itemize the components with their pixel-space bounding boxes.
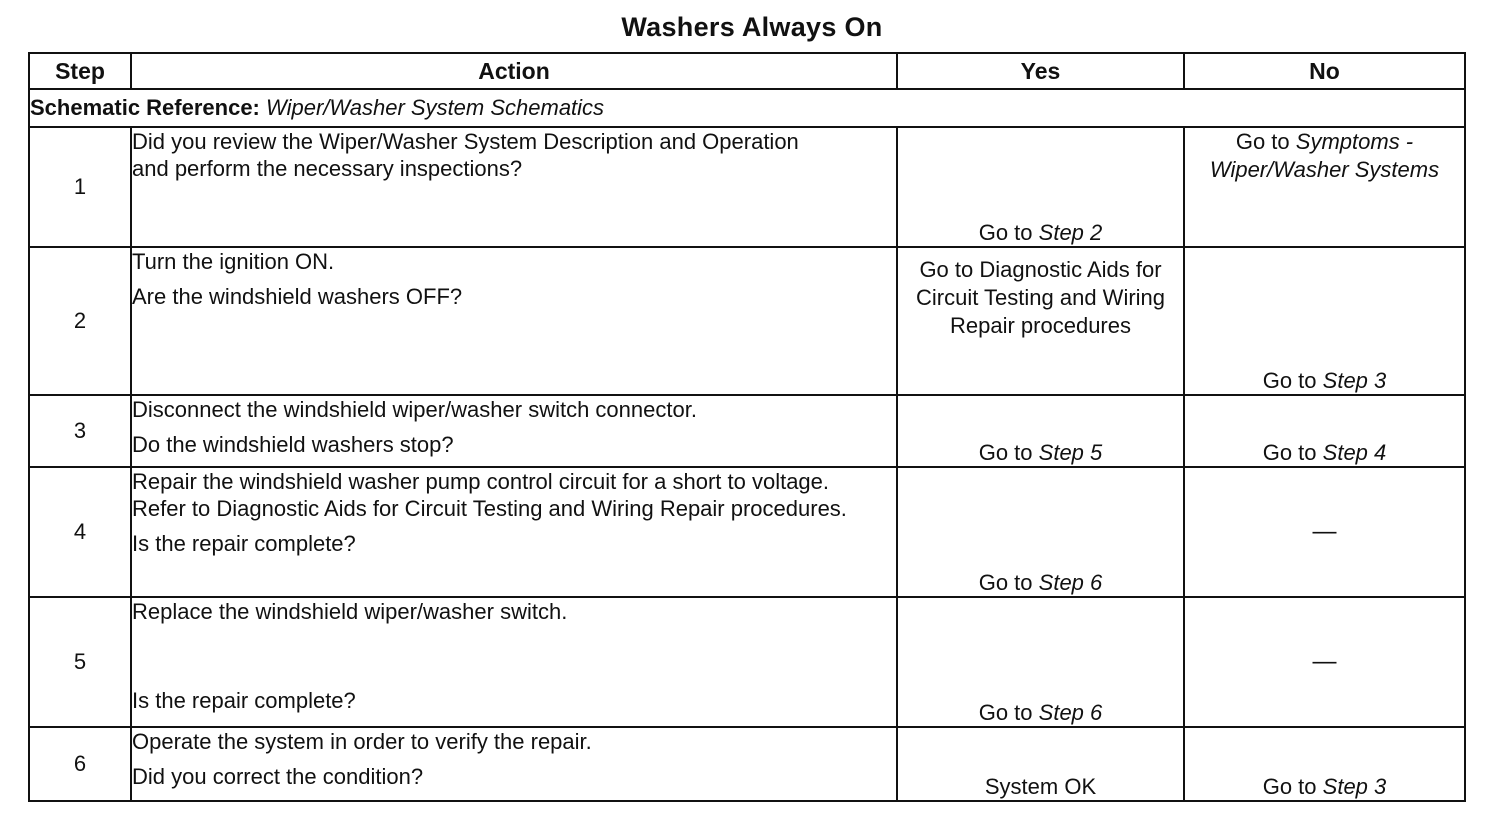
action-text: Disconnect the windshield wiper/washer switch connector.	[132, 397, 697, 422]
schematic-reference	[29, 89, 1465, 127]
action-cell	[131, 467, 897, 597]
no-dash: —	[1312, 518, 1337, 545]
no-cell	[1184, 597, 1465, 727]
action-cell	[131, 395, 897, 467]
step-number: 3	[29, 395, 131, 467]
step-number: 1	[29, 127, 131, 247]
action-question: Did you correct the condition?	[132, 764, 424, 789]
yes-cell	[897, 727, 1184, 801]
yes-step-link[interactable]: Step 5	[1038, 440, 1103, 465]
action-cell	[131, 597, 897, 727]
step-number: 6	[29, 727, 131, 801]
yes-text: Go to Diagnostic Aids for Circuit Testing and Wiring Repair procedures	[915, 257, 1166, 338]
header-no: No	[1184, 53, 1465, 89]
no-step-link[interactable]: Step 3	[1322, 368, 1387, 393]
header-row	[29, 53, 1465, 89]
header-yes: Yes	[897, 53, 1184, 89]
no-cell	[1184, 467, 1465, 597]
header-action: Action	[131, 53, 897, 89]
no-cell	[1184, 127, 1465, 247]
yes-prefix: Go to	[978, 700, 1033, 725]
diagnostic-table	[28, 52, 1466, 802]
yes-prefix: Go to	[978, 220, 1033, 245]
no-prefix: Go to	[1262, 368, 1317, 393]
no-prefix: Go to	[1262, 440, 1317, 465]
action-text: Replace the windshield wiper/washer switch.	[132, 599, 568, 624]
action-cell	[131, 727, 897, 801]
action-question: Is the repair complete?	[132, 531, 356, 556]
no-prefix: Go to	[1235, 129, 1290, 154]
action-question: Are the windshield washers OFF?	[132, 284, 463, 309]
step-number: 5	[29, 597, 131, 727]
action-cell	[131, 127, 897, 247]
table-row	[29, 247, 1465, 395]
yes-step-link[interactable]: Step 6	[1038, 700, 1103, 725]
no-dash: —	[1312, 648, 1337, 675]
yes-step-link[interactable]: Step 2	[1038, 220, 1103, 245]
page-title: Washers Always On	[621, 12, 883, 42]
no-cell	[1184, 247, 1465, 395]
header-step: Step	[29, 53, 131, 89]
yes-cell	[897, 395, 1184, 467]
no-step-link[interactable]: Step 4	[1322, 440, 1387, 465]
step-number: 2	[29, 247, 131, 395]
no-cell	[1184, 727, 1465, 801]
step-number: 4	[29, 467, 131, 597]
table-row	[29, 467, 1465, 597]
yes-prefix: Go to	[978, 440, 1033, 465]
yes-step-link[interactable]: Step 6	[1038, 570, 1103, 595]
yes-cell	[897, 467, 1184, 597]
no-prefix: Go to	[1262, 774, 1317, 799]
action-text: Turn the ignition ON.	[132, 249, 335, 274]
action-question: Is the repair complete?	[132, 688, 356, 713]
yes-prefix: Go to	[978, 570, 1033, 595]
action-text: Did you review the Wiper/Washer System Description and Operation and perform the necessary inspections?	[132, 129, 799, 181]
table-row	[29, 395, 1465, 467]
yes-cell	[897, 597, 1184, 727]
table-row	[29, 127, 1465, 247]
yes-text: System OK	[984, 774, 1097, 799]
schematic-reference-row	[29, 89, 1465, 127]
yes-cell	[897, 247, 1184, 395]
table-row	[29, 597, 1465, 727]
action-text: Operate the system in order to verify the repair.	[132, 729, 592, 754]
no-cell	[1184, 395, 1465, 467]
schematic-label: Schematic Reference:	[30, 95, 260, 120]
action-question: Do the windshield washers stop?	[132, 432, 454, 457]
no-symptoms-link[interactable]: Symptoms - Wiper/Washer Systems	[1209, 129, 1440, 182]
schematic-link[interactable]: Wiper/Washer System Schematics	[266, 95, 605, 120]
yes-cell	[897, 127, 1184, 247]
action-cell	[131, 247, 897, 395]
action-text: Repair the windshield washer pump control circuit for a short to voltage. Refer to Diagnostic Aids for Circuit Testing and Wiring Repair procedures.	[132, 469, 847, 521]
table-row	[29, 727, 1465, 801]
no-step-link[interactable]: Step 3	[1322, 774, 1387, 799]
